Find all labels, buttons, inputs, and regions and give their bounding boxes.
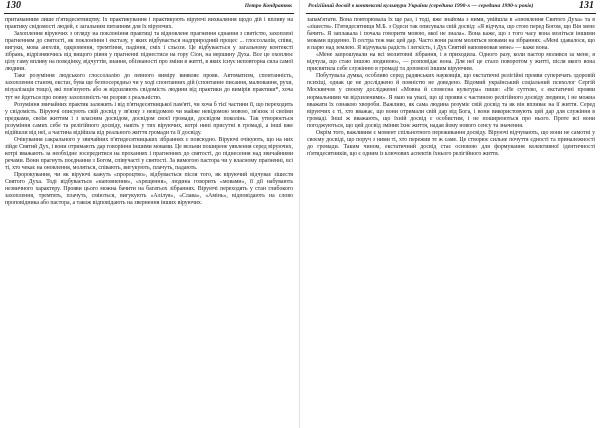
running-head: Релігійний досвід в контексті культури України (середина 1990-х — середина 1990-х років) xyxy=(308,3,534,9)
page-number: 130 xyxy=(6,0,21,11)
paragraph: Побутувала думка, особливо серед радянських науковців, що екстатичні релігійні прояви суперечать здоровій психіці, однак це не досліджено й повністю не доведено. Відомий український соціальний психолог Сергій Москвичов у своєму дослідженні «Мовна й словесна культура» пише: «Не суттєво, є екстатичні прояви нормальними чи відхиленими». Я маю на увазі, що ці прояви є частиною релігійного досвіду людини, і не можна вважати їх ознакою хвороби. Важливо, як сама людина розуміє свій досвід та як він впливає на її життя. Серед віруючих є ті, хто вважає, що вони отримали свій дар від Бога, і вони використовують цей дар для служіння в громаді. Інші ж вважають, що їхній досвід є особистим, і не поширюються про нього. Проте всі вони погоджуються, що цей досвід змінив їхнє життя, надав йому нового сенсу та значення. xyxy=(307,73,595,129)
header-rule xyxy=(4,13,294,14)
paragraph: Пророкування, чи як віруючі кажуть «пророцтво», відбувається після того, як віруючий відчуває зішестя Святого Духа. Тоді відбувається «наповнення», «хрещення», людина говорить «мовами», її дії набувають незвичного характеру. Прояви цього можна бачити на багатьох зібраннях. Віруючі переходять у стан глибокого захоплення, тремтять, плачуть, сміються, вигукують «Алілуя», «Слава», «Амінь», відповідають на слово проповідника або пастора, а також відповідають на звернення інших віруючих. xyxy=(5,172,293,207)
right-page-header xyxy=(306,0,596,14)
left-page xyxy=(4,0,294,428)
paragraph: Таке розуміння людського глоссолалію до певного виміру виявляє прояв. Автоматизм, спонтанність, захоплення станом, екстаз, бува ще безпосередньо чи у ході спонтанних дій (спонтанне писання, малювання, рухи, візуалізація тощо), які пов'язують або ж відхиляють свідомість людини від практики до вимірів практики*, хоча тут не йдеться про повну захопленість чи розрив з реальністю. xyxy=(5,73,293,101)
paragraph: Розуміння звичайних практик залежить і від п'ятидесятницької пам'яті, чи хоча б тієї частини її, що переходить у свідомість. Віруючі описують свій досвід у зв'язку з невідомою чи майже невідомою мовою, зв'язок зі своїми предками, своїм життям і з власним досвідом, досвідом своєї громади, досвідом поколінь. Так утворюється розуміння самих себе та релігійного досвіду, навіть у тих віруючих, котрі нині присутні в громаді, а інші вже відійшли від неї, а частина відійшла від реального життя громади та її досвіду. xyxy=(5,101,293,136)
paragraph: Окрім того, важливим є момент спільнотного переживання досвіду. Віруючі відчувають, що вони не самотні у своєму досвіді, що поруч з ними ті, хто пережив те ж саме. Це створює сильне почуття єдності та приналежності до громади. Таким чином, екстатичний досвід стає основою для формування колективної ідентичності п'ятидесятників, що є одним із ключових аспектів їхнього релігійного життя. xyxy=(307,129,595,157)
right-page xyxy=(306,0,596,428)
gutter-divider xyxy=(299,0,300,428)
paragraph: Очікування сакрального у звичайних п'ятидесятницьких зібраннях є повсюдно. Віруючі очікують, що на них зійде Святий Дух, і вони отримають дар говоріння іншими мовами. Це вельми поширене уявлення серед віруючих, котрі вважають за необхідне зосередитися на проханнях і прагненнях до святості, до піднесення над звичайними речами. Вони прагнуть поєднання з Богом, співучасті у святості. За вимогою пастора чи у власному праґненні, всі ті, хто чекає на оновлення, моляться, співають, вигукують, плачуть, падають. xyxy=(5,136,293,171)
page-number: 131 xyxy=(579,0,594,11)
left-page-header xyxy=(4,0,294,14)
running-head: Петро Кондратюк xyxy=(244,3,292,9)
paragraph: запам'ятати. Вона повторювала їх ще раз, і тоді, вже знайома з ними, увійшла в «оновлення Святого Духа» та в «зішестя». П'ятидесятниця М.Б. з Одеси так описувала свій досвід: «Я відчула, що стою перед Богом, що Він мене бачить. Я заплакала і почала говорити мовою, якої не знала». Вона каже, що з того часу вона моліться іншими мовами щоденно. Її сестра теж має цей дар. Часто вони разом моляться мовами на зібраннях. «Мені здавалося, що я парю над землею. Я відчувала радість і легкість, і Дух Святий наповнював мене» — каже вона. xyxy=(307,17,595,52)
header-rule xyxy=(306,13,596,14)
left-page-body xyxy=(5,17,293,426)
paragraph: «Мене запрошували на всі молитовні зібрання, і я приходила. Одного разу, коли пастор молився за мене, я відчула, що стаю іншою людиною», — розповідає вона. Для неї це стало поворотом у житті, після якого вона присвятила себе служінню в громаді та допомозі іншим віруючим. xyxy=(307,52,595,73)
paragraph: Захоплення віруючих з огляду на поклоніння практиці та відновлене прагнення єднання з святістю, захоплені прагненням до святості, як поклоніння і екстазу, у яких відбувається надприродний процес ... глоссолалія, співи, вигуки, мова ангелів, одкровення, тремтіння, падіння, сміх і сльози. Це відбувається у загальному контексті зібрань, відрізняючись від вищого рівня у прагненні піднестися на гору Сіон, на вершину Духа. Все це охоплює цілу гаму впливу на поведінку, відчуттів, знання, обізнаності про зміни в житті, в яких існує неповторна сила самої людини. xyxy=(5,31,293,73)
paragraph: притаманним лише п'ятидесятництву. Їх практикування і практикують віруючі вихваляння щодо дій і впливу на практику свідомості людей, є загальним питанням для їх віруючих. xyxy=(5,17,293,31)
right-page-body xyxy=(307,17,595,426)
